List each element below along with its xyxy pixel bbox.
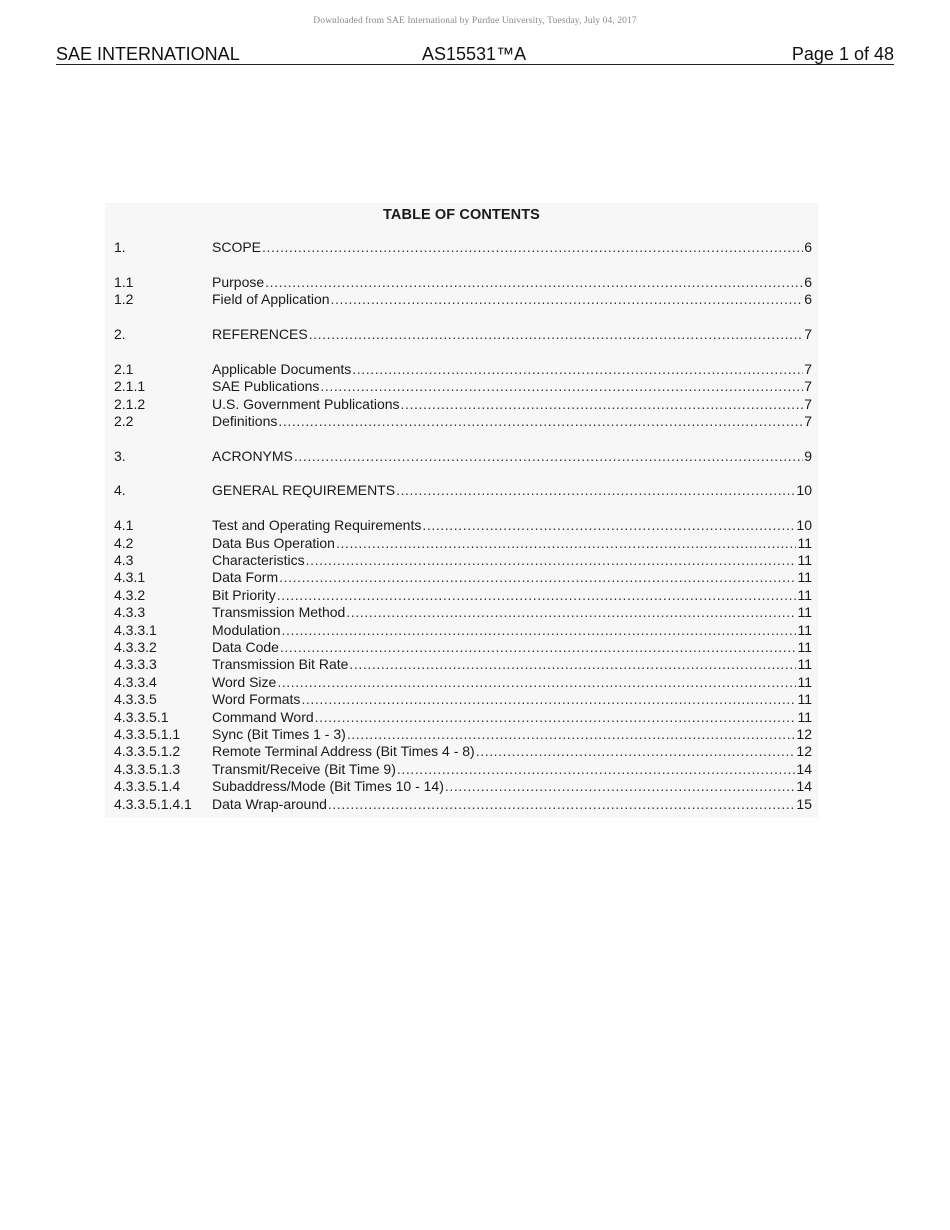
toc-entry[interactable] xyxy=(114,378,812,395)
toc-entry-title: Field of Application xyxy=(212,291,330,308)
dot-leader xyxy=(320,378,803,395)
toc-entry-number: 4.3.3.5.1 xyxy=(114,708,169,725)
toc-entry-title: Word Size xyxy=(212,673,277,690)
toc-entry-number: 4.3.3.1 xyxy=(114,621,157,638)
dot-leader xyxy=(277,674,796,691)
toc-entry-title: Data Form xyxy=(212,569,279,586)
toc-entry-page: 6 xyxy=(804,239,812,255)
toc-entry-page: 12 xyxy=(796,725,812,742)
toc-entry-title: GENERAL REQUIREMENTS xyxy=(212,482,396,499)
toc-entry-number: 4.3.3.5.1.3 xyxy=(114,760,181,777)
toc-entry[interactable] xyxy=(114,796,812,813)
toc-entry-page: 11 xyxy=(797,708,812,725)
toc-entry-title: Modulation xyxy=(212,621,281,638)
toc-entry-title: Purpose xyxy=(212,273,265,290)
toc-entry-number: 4.3.2 xyxy=(114,586,146,603)
toc-entry[interactable] xyxy=(114,361,812,378)
toc-entry-page: 7 xyxy=(804,395,812,412)
toc-entry-title: Remote Terminal Address (Bit Times 4 - 8) xyxy=(212,743,475,760)
toc-entry-page: 6 xyxy=(804,273,812,290)
toc-entry[interactable] xyxy=(114,726,812,743)
toc-entry-page: 11 xyxy=(797,552,812,569)
toc-entry-number: 4.3.1 xyxy=(114,569,146,586)
dot-leader xyxy=(306,552,797,569)
toc-entry-title: Transmit/Receive (Bit Time 9) xyxy=(212,760,396,777)
toc-entry-page: 7 xyxy=(804,325,812,342)
dot-leader xyxy=(328,796,796,813)
toc-list xyxy=(114,239,812,813)
toc-entry[interactable] xyxy=(114,326,812,343)
toc-entry-title: Sync (Bit Times 1 - 3) xyxy=(212,725,346,742)
dot-leader xyxy=(445,778,796,795)
toc-entry[interactable] xyxy=(114,604,812,621)
toc-entry-number: 1.2 xyxy=(114,291,134,308)
toc-entry-page: 14 xyxy=(796,778,812,795)
dot-leader xyxy=(476,743,796,760)
toc-entry-title: Data Code xyxy=(212,638,279,655)
toc-entry[interactable] xyxy=(114,291,812,308)
toc-entry-title: Bit Priority xyxy=(212,586,276,603)
dot-leader xyxy=(396,482,795,499)
toc-entry-page: 12 xyxy=(796,743,812,760)
toc-entry-page: 11 xyxy=(797,691,812,708)
download-watermark: Downloaded from SAE International by Purdue University, Tuesday, July 04, 2017 xyxy=(313,16,637,26)
toc-entry-page: 7 xyxy=(804,360,812,377)
toc-entry-page: 14 xyxy=(796,760,812,777)
toc-entry-page: 11 xyxy=(797,638,812,655)
dot-leader xyxy=(309,326,804,343)
dot-leader xyxy=(331,291,804,308)
toc-entry-number: 4.1 xyxy=(114,517,134,534)
toc-entry-page: 15 xyxy=(796,795,812,812)
toc-title: TABLE OF CONTENTS xyxy=(383,207,540,223)
dot-leader xyxy=(278,413,803,430)
toc-entry-title: Applicable Documents xyxy=(212,360,352,377)
toc-entry-page: 11 xyxy=(797,656,812,673)
toc-entry[interactable] xyxy=(114,535,812,552)
toc-entry[interactable] xyxy=(114,413,812,430)
toc-entry-title: ACRONYMS xyxy=(212,447,293,464)
toc-entry-number: 4.3.3.5.1.1 xyxy=(114,725,181,742)
toc-entry-page: 7 xyxy=(804,412,812,429)
toc-entry-page: 11 xyxy=(797,586,812,603)
dot-leader xyxy=(315,709,797,726)
toc-entry-page: 11 xyxy=(797,673,812,690)
dot-leader xyxy=(422,517,795,534)
dot-leader xyxy=(279,569,796,586)
toc-entry-title: Data Wrap-around xyxy=(212,795,327,812)
toc-entry-page: 11 xyxy=(797,534,812,551)
dot-leader xyxy=(401,396,804,413)
toc-entry[interactable] xyxy=(114,639,812,656)
toc-entry[interactable] xyxy=(114,709,812,726)
toc-entry[interactable] xyxy=(114,274,812,291)
toc-entry-number: 4.2 xyxy=(114,534,134,551)
page-indicator: Page 1 of 48 xyxy=(791,44,894,64)
toc-entry-title: Test and Operating Requirements xyxy=(212,517,422,534)
toc-entry-number: 4.3.3.5.1.2 xyxy=(114,743,181,760)
toc-entry-page: 9 xyxy=(804,447,812,464)
toc-entry-number: 1. xyxy=(114,239,126,255)
publisher-name: SAE INTERNATIONAL xyxy=(56,44,240,64)
toc-entry-number: 2.2 xyxy=(114,412,134,429)
toc-entry-title: SCOPE xyxy=(212,239,262,255)
toc-entry-number: 4.3.3.5.1.4 xyxy=(114,778,181,795)
toc-entry-page: 10 xyxy=(796,482,812,499)
toc-entry-title: REFERENCES xyxy=(212,325,308,342)
toc-entry-number: 2.1.2 xyxy=(114,395,146,412)
toc-entry-page: 11 xyxy=(797,604,812,621)
toc-entry-title: Definitions xyxy=(212,412,278,429)
toc-entry-title: Data Bus Operation xyxy=(212,534,335,551)
document-number: AS15531™A xyxy=(422,44,527,64)
toc-entry-title: Transmission Bit Rate xyxy=(212,656,349,673)
dot-leader xyxy=(349,656,796,673)
dot-leader xyxy=(294,448,803,465)
toc-entry-number: 4.3.3.5 xyxy=(114,691,157,708)
toc-entry[interactable] xyxy=(114,517,812,534)
toc-entry-title: Subaddress/Mode (Bit Times 10 - 14) xyxy=(212,778,444,795)
toc-entry[interactable] xyxy=(114,743,812,760)
toc-entry-number: 4.3.3.2 xyxy=(114,638,157,655)
toc-entry[interactable] xyxy=(114,587,812,604)
toc-entry[interactable] xyxy=(114,396,812,413)
toc-entry-title: Characteristics xyxy=(212,552,305,569)
toc-entry[interactable] xyxy=(114,569,812,586)
dot-leader xyxy=(336,535,796,552)
toc-entry-title: U.S. Government Publications xyxy=(212,395,400,412)
toc-scan-region xyxy=(105,203,818,818)
toc-entry-page: 11 xyxy=(797,569,812,586)
dot-leader xyxy=(301,691,796,708)
page-header xyxy=(56,44,894,65)
toc-entry[interactable] xyxy=(114,482,812,499)
toc-entry-title: SAE Publications xyxy=(212,378,320,395)
toc-entry[interactable] xyxy=(114,656,812,673)
toc-entry[interactable] xyxy=(114,691,812,708)
dot-leader xyxy=(282,622,797,639)
dot-leader xyxy=(346,604,796,621)
dot-leader xyxy=(347,726,796,743)
toc-entry[interactable] xyxy=(114,448,812,465)
toc-entry-number: 4.3.3.4 xyxy=(114,673,157,690)
toc-entry-title: Word Formats xyxy=(212,691,301,708)
toc-entry-title: Command Word xyxy=(212,708,314,725)
toc-entry-page: 7 xyxy=(804,378,812,395)
toc-entry[interactable] xyxy=(114,239,812,256)
toc-entry-number: 2. xyxy=(114,325,126,342)
toc-entry-number: 4.3.3 xyxy=(114,604,146,621)
toc-entry-number: 2.1 xyxy=(114,360,134,377)
toc-entry-number: 4.3 xyxy=(114,552,134,569)
toc-entry-page: 6 xyxy=(804,291,812,308)
toc-entry[interactable] xyxy=(114,552,812,569)
toc-entry-number: 4.3.3.3 xyxy=(114,656,157,673)
toc-entry-page: 10 xyxy=(796,517,812,534)
dot-leader xyxy=(397,761,796,778)
toc-entry-title: Transmission Method xyxy=(212,604,346,621)
dot-leader xyxy=(352,361,803,378)
toc-entry-number: 2.1.1 xyxy=(114,378,146,395)
toc-entry-number: 3. xyxy=(114,447,126,464)
toc-entry-number: 4. xyxy=(114,482,126,499)
toc-entry[interactable] xyxy=(114,674,812,691)
toc-entry[interactable] xyxy=(114,778,812,795)
toc-entry-number: 4.3.3.5.1.4.1 xyxy=(114,795,192,812)
toc-entry-number: 1.1 xyxy=(114,273,134,290)
dot-leader xyxy=(262,239,803,256)
toc-entry-page: 11 xyxy=(797,621,812,638)
toc-entry[interactable] xyxy=(114,761,812,778)
toc-entry[interactable] xyxy=(114,622,812,639)
dot-leader xyxy=(277,587,797,604)
dot-leader xyxy=(280,639,797,656)
dot-leader xyxy=(265,274,803,291)
